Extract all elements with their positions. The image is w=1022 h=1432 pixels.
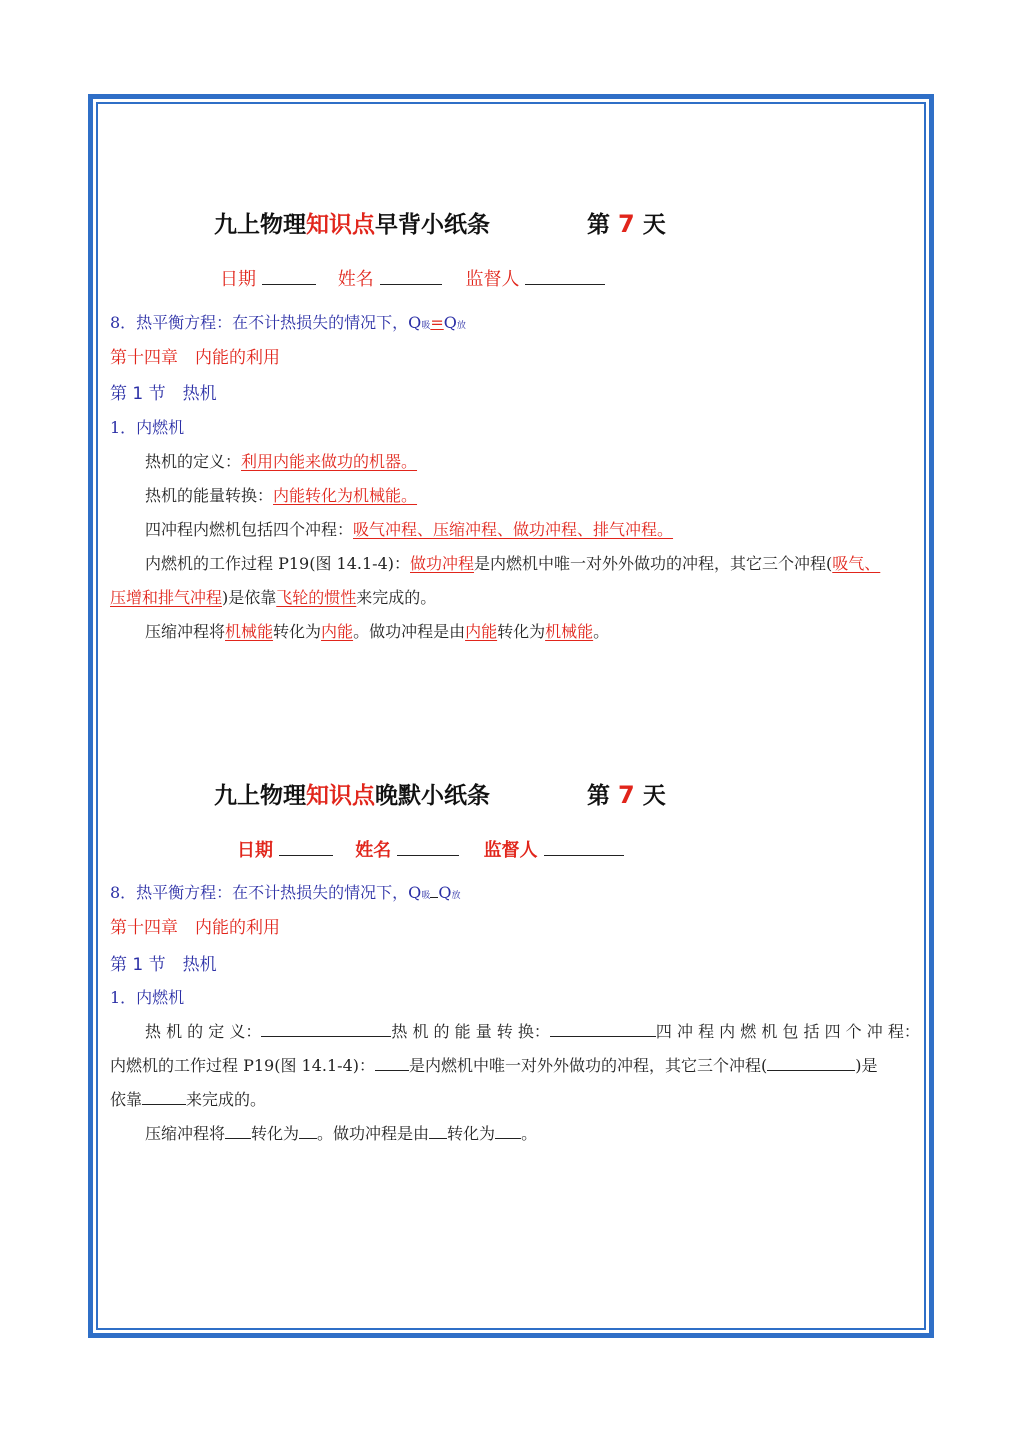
text: 是内燃机中唯一对外外做功的冲程，其它三个冲程( (474, 554, 833, 573)
answer: 内能 (465, 622, 498, 641)
morning-strokes (145, 517, 673, 540)
day-number: 7 (618, 210, 635, 238)
morning-item1: 1．内燃机 (110, 418, 185, 437)
supervisor-blank[interactable] (544, 837, 624, 856)
date-blank[interactable] (279, 837, 333, 856)
title-highlight: 知识点 (306, 212, 375, 238)
text: )是依靠 (222, 588, 277, 607)
text: 。 (521, 1124, 538, 1143)
morning-fields (220, 265, 611, 291)
date-label: 日期 (220, 269, 256, 290)
title-highlight: 知识点 (306, 783, 375, 809)
text: 转化为 (251, 1124, 300, 1143)
morning-process-line1 (145, 551, 880, 574)
heat-balance-q: Q (443, 313, 457, 332)
subscript-release: 放 (451, 891, 461, 901)
date-blank[interactable] (262, 266, 316, 285)
compression-from-blank[interactable] (225, 1123, 251, 1139)
answer: 吸气冲程、压缩冲程、做功冲程、排气冲程。 (353, 520, 674, 539)
date-label: 日期 (237, 840, 273, 861)
supervisor-blank[interactable] (525, 266, 605, 285)
answer: 机械能 (545, 622, 594, 641)
answer: 飞轮的惯性 (276, 588, 357, 607)
title-part: 早背小纸条 (375, 212, 490, 238)
power-to-blank[interactable] (495, 1123, 521, 1139)
answer: 吸气、 (832, 554, 881, 573)
other-strokes-blank[interactable] (767, 1055, 855, 1071)
morning-process-line2 (110, 585, 436, 608)
evening-fields (237, 836, 630, 862)
day-number: 7 (618, 781, 635, 809)
name-blank[interactable] (397, 837, 459, 856)
text: 压缩冲程将 (145, 1124, 226, 1143)
text: 。做功冲程是由 (353, 622, 466, 641)
text: 转化为 (447, 1124, 496, 1143)
label: 热 机 的 能 量 转 换： (391, 1022, 550, 1041)
definition-blank[interactable] (261, 1021, 391, 1037)
evening-title (214, 777, 490, 810)
subscript-absorb: 吸 (421, 321, 431, 331)
answer: 内能 (321, 622, 354, 641)
title-part: 九上物理 (214, 783, 306, 809)
evening-day (587, 777, 666, 810)
evening-compression (145, 1121, 537, 1144)
morning-day (587, 206, 666, 239)
morning-heat-balance (110, 310, 466, 333)
answer: 内能转化为机械能。 (273, 486, 418, 505)
title-part: 晚默小纸条 (375, 783, 490, 809)
answer: 机械能 (225, 622, 274, 641)
day-suffix: 天 (634, 783, 666, 809)
power-from-blank[interactable] (429, 1123, 447, 1139)
heat-balance-q: Q (438, 883, 452, 902)
evening-line2 (110, 1053, 878, 1076)
heat-balance-text: 8．热平衡方程：在不计热损失的情况下，Q (110, 313, 422, 332)
morning-compression (145, 619, 609, 642)
flywheel-blank[interactable] (142, 1089, 186, 1105)
answer: 压增和排气冲程 (110, 588, 223, 607)
label: 热机的定义： (145, 452, 242, 471)
heat-balance-text: 8．热平衡方程：在不计热损失的情况下，Q (110, 883, 422, 902)
day-prefix: 第 (587, 212, 619, 238)
text: 内燃机的工作过程 P19(图 14.1-4)： (110, 1056, 375, 1075)
supervisor-label: 监督人 (465, 269, 520, 290)
text: 。做功冲程是由 (317, 1124, 430, 1143)
label: 热 机 的 定 义： (145, 1022, 262, 1041)
text: 压缩冲程将 (145, 622, 226, 641)
label: 四冲程内燃机包括四个冲程： (145, 520, 354, 539)
name-label: 姓名 (337, 269, 374, 290)
answer: 做功冲程 (410, 554, 475, 573)
evening-section: 第 1 节 热机 (110, 955, 217, 975)
text: 依靠 (110, 1090, 143, 1109)
morning-definition (145, 449, 417, 472)
text: )是 (855, 1056, 878, 1075)
text: 是内燃机中唯一对外外做功的冲程，其它三个冲程( (409, 1056, 768, 1075)
text: 转化为 (273, 622, 322, 641)
evening-chapter: 第十四章 内能的利用 (110, 918, 280, 938)
evening-line1 (145, 1019, 920, 1042)
text: 来完成的。 (356, 588, 437, 607)
morning-chapter: 第十四章 内能的利用 (110, 348, 280, 368)
title-part: 九上物理 (214, 212, 306, 238)
energy-blank[interactable] (550, 1021, 656, 1037)
compression-to-blank[interactable] (299, 1123, 317, 1139)
day-suffix: 天 (634, 212, 666, 238)
subscript-release: 放 (456, 321, 466, 331)
answer: 利用内能来做功的机器。 (241, 452, 418, 471)
supervisor-label: 监督人 (483, 840, 538, 861)
equals-answer: = (430, 313, 444, 332)
day-prefix: 第 (587, 783, 619, 809)
power-stroke-blank[interactable] (375, 1055, 409, 1071)
name-label: 姓名 (355, 840, 392, 861)
text: 内燃机的工作过程 P19(图 14.1-4)： (145, 554, 410, 573)
subscript-absorb: 吸 (421, 891, 431, 901)
text: 来完成的。 (186, 1090, 267, 1109)
label: 热机的能量转换： (145, 486, 274, 505)
morning-energy (145, 483, 417, 506)
text: 。 (593, 622, 610, 641)
evening-heat-balance (110, 880, 460, 903)
label: 四 冲 程 内 燃 机 包 括 四 个 冲 程： (655, 1022, 920, 1041)
morning-section: 第 1 节 热机 (110, 384, 217, 404)
text: 转化为 (497, 622, 546, 641)
evening-line3 (110, 1087, 266, 1110)
evening-item1: 1．内燃机 (110, 988, 185, 1007)
name-blank[interactable] (380, 266, 442, 285)
morning-title (214, 206, 490, 239)
